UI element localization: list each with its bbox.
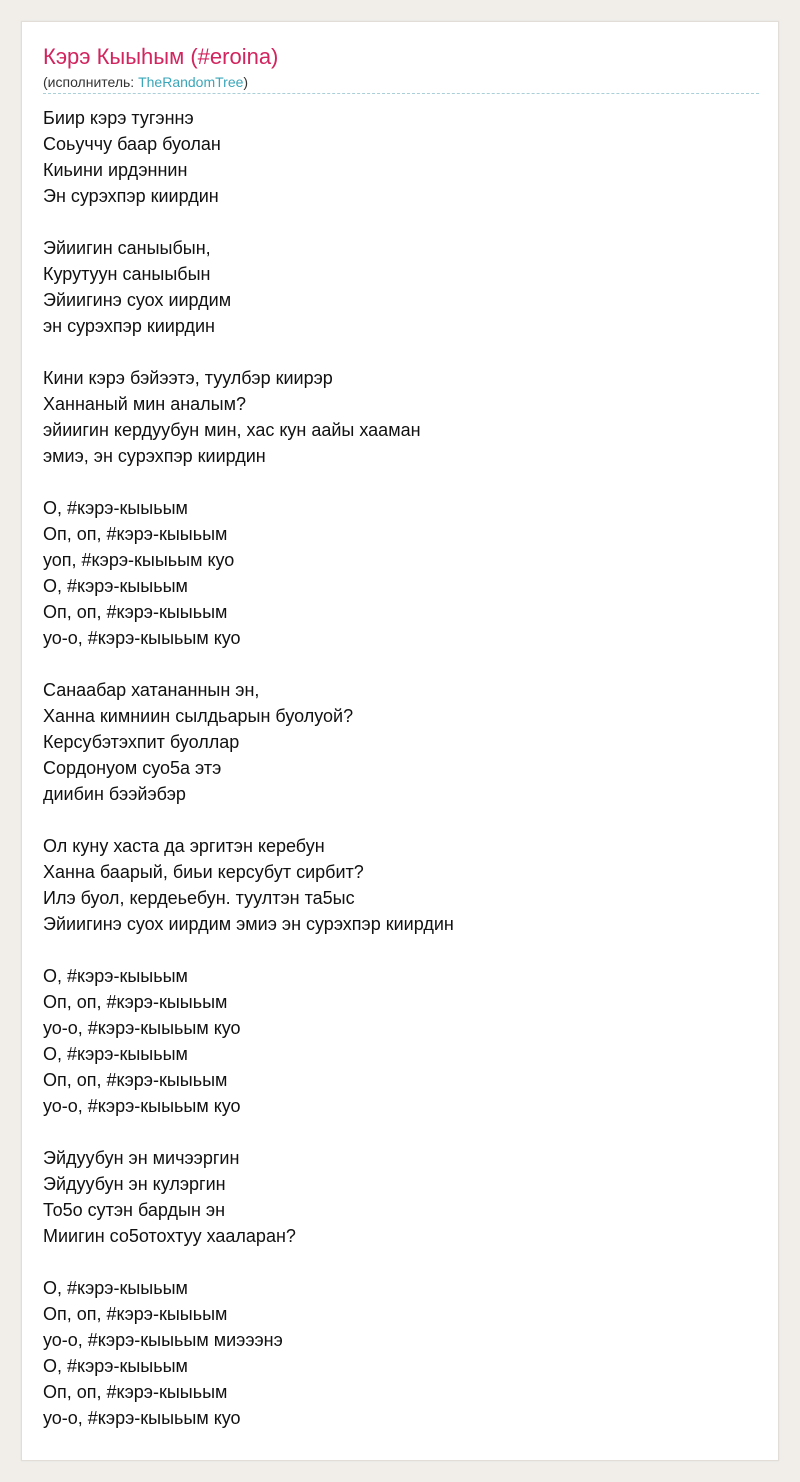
lyric-line: Ханнаный мин аналым?: [43, 394, 247, 414]
lyrics-stanza: [43, 365, 759, 469]
lyric-line: Эйдуубун эн кулэргин: [43, 1174, 226, 1194]
lyric-line: Ханна баарый, биьи керсубут сирбит?: [43, 862, 364, 882]
lyric-line: Оп, оп, #кэрэ-кыыьым: [43, 1304, 228, 1324]
lyric-line: О, #кэрэ-кыыьым: [43, 966, 188, 986]
lyric-line: Эйиигинэ суох иирдим эмиэ эн сурэхпэр киирдин: [43, 914, 454, 934]
lyrics-body: [43, 105, 759, 1431]
lyric-line: эмиэ, эн сурэхпэр киирдин: [43, 446, 266, 466]
lyrics-stanza: [43, 677, 759, 807]
lyrics-stanza: [43, 495, 759, 651]
lyrics-stanza: [43, 235, 759, 339]
song-title: Кэрэ Кыыһым (#eroina): [43, 44, 279, 69]
lyric-line: Оп, оп, #кэрэ-кыыьым: [43, 524, 228, 544]
lyric-line: Оп, оп, #кэрэ-кыыьым: [43, 602, 228, 622]
lyrics-stanza: [43, 105, 759, 209]
lyric-line: О, #кэрэ-кыыьым: [43, 1278, 188, 1298]
lyric-line: уо-о, #кэрэ-кыыьым куо: [43, 628, 241, 648]
lyric-line: Миигин со5отохтуу хааларан?: [43, 1226, 296, 1246]
lyric-line: Эйдуубун эн мичээргин: [43, 1148, 240, 1168]
lyrics-stanza: [43, 1275, 759, 1431]
lyric-line: Оп, оп, #кэрэ-кыыьым: [43, 1070, 228, 1090]
lyric-line: уо-о, #кэрэ-кыыьым куо: [43, 1408, 241, 1428]
artist-line: [43, 73, 248, 91]
lyric-line: О, #кэрэ-кыыьым: [43, 498, 188, 518]
artist-link[interactable]: TheRandomTree: [138, 74, 244, 90]
lyrics-stanza: [43, 963, 759, 1119]
lyric-line: О, #кэрэ-кыыьым: [43, 576, 188, 596]
lyric-line: Ол куну хаста да эргитэн керебун: [43, 836, 325, 856]
title-divider: [43, 93, 759, 94]
lyric-line: Эйиигинэ суох иирдим: [43, 290, 232, 310]
lyric-line: Керсубэтэхпит буоллар: [43, 732, 240, 752]
artist-suffix: ): [243, 74, 249, 90]
lyric-line: Санаабар хатананнын эн,: [43, 680, 260, 700]
lyric-line: Курутуун саныыбын: [43, 264, 211, 284]
lyric-line: уо-о, #кэрэ-кыыьым миэээнэ: [43, 1330, 283, 1350]
lyric-line: эн сурэхпэр киирдин: [43, 316, 215, 336]
lyrics-stanza: [43, 1145, 759, 1249]
lyric-line: Эн сурэхпэр киирдин: [43, 186, 219, 206]
lyric-line: эйиигин кердуубун мин, хас кун аайы хааман: [43, 420, 421, 440]
artist-prefix: (исполнитель:: [43, 74, 139, 90]
lyric-line: Ханна кимниин сылдьарын буолуой?: [43, 706, 354, 726]
lyric-line: уо-о, #кэрэ-кыыьым куо: [43, 1018, 241, 1038]
lyric-line: Киьини ирдэннин: [43, 160, 188, 180]
lyric-line: Илэ буол, кердеьебун. туултэн та5ыс: [43, 888, 355, 908]
lyric-line: диибин бээйэбэр: [43, 784, 186, 804]
lyric-line: уоп, #кэрэ-кыыьым куо: [43, 550, 235, 570]
lyric-line: Оп, оп, #кэрэ-кыыьым: [43, 1382, 228, 1402]
lyric-line: Биир кэрэ тугэннэ: [43, 108, 194, 128]
lyrics-card: [21, 21, 779, 1461]
lyric-line: Оп, оп, #кэрэ-кыыьым: [43, 992, 228, 1012]
lyric-line: Эйиигин саныыбын,: [43, 238, 211, 258]
lyric-line: О, #кэрэ-кыыьым: [43, 1356, 188, 1376]
lyrics-stanza: [43, 833, 759, 937]
lyric-line: уо-о, #кэрэ-кыыьым куо: [43, 1096, 241, 1116]
lyric-line: То5о сутэн бардын эн: [43, 1200, 226, 1220]
lyric-line: О, #кэрэ-кыыьым: [43, 1044, 188, 1064]
lyric-line: Соьуччу баар буолан: [43, 134, 221, 154]
lyric-line: Кини кэрэ бэйээтэ, туулбэр киирэр: [43, 368, 333, 388]
lyric-line: Сордонуом суо5а этэ: [43, 758, 222, 778]
